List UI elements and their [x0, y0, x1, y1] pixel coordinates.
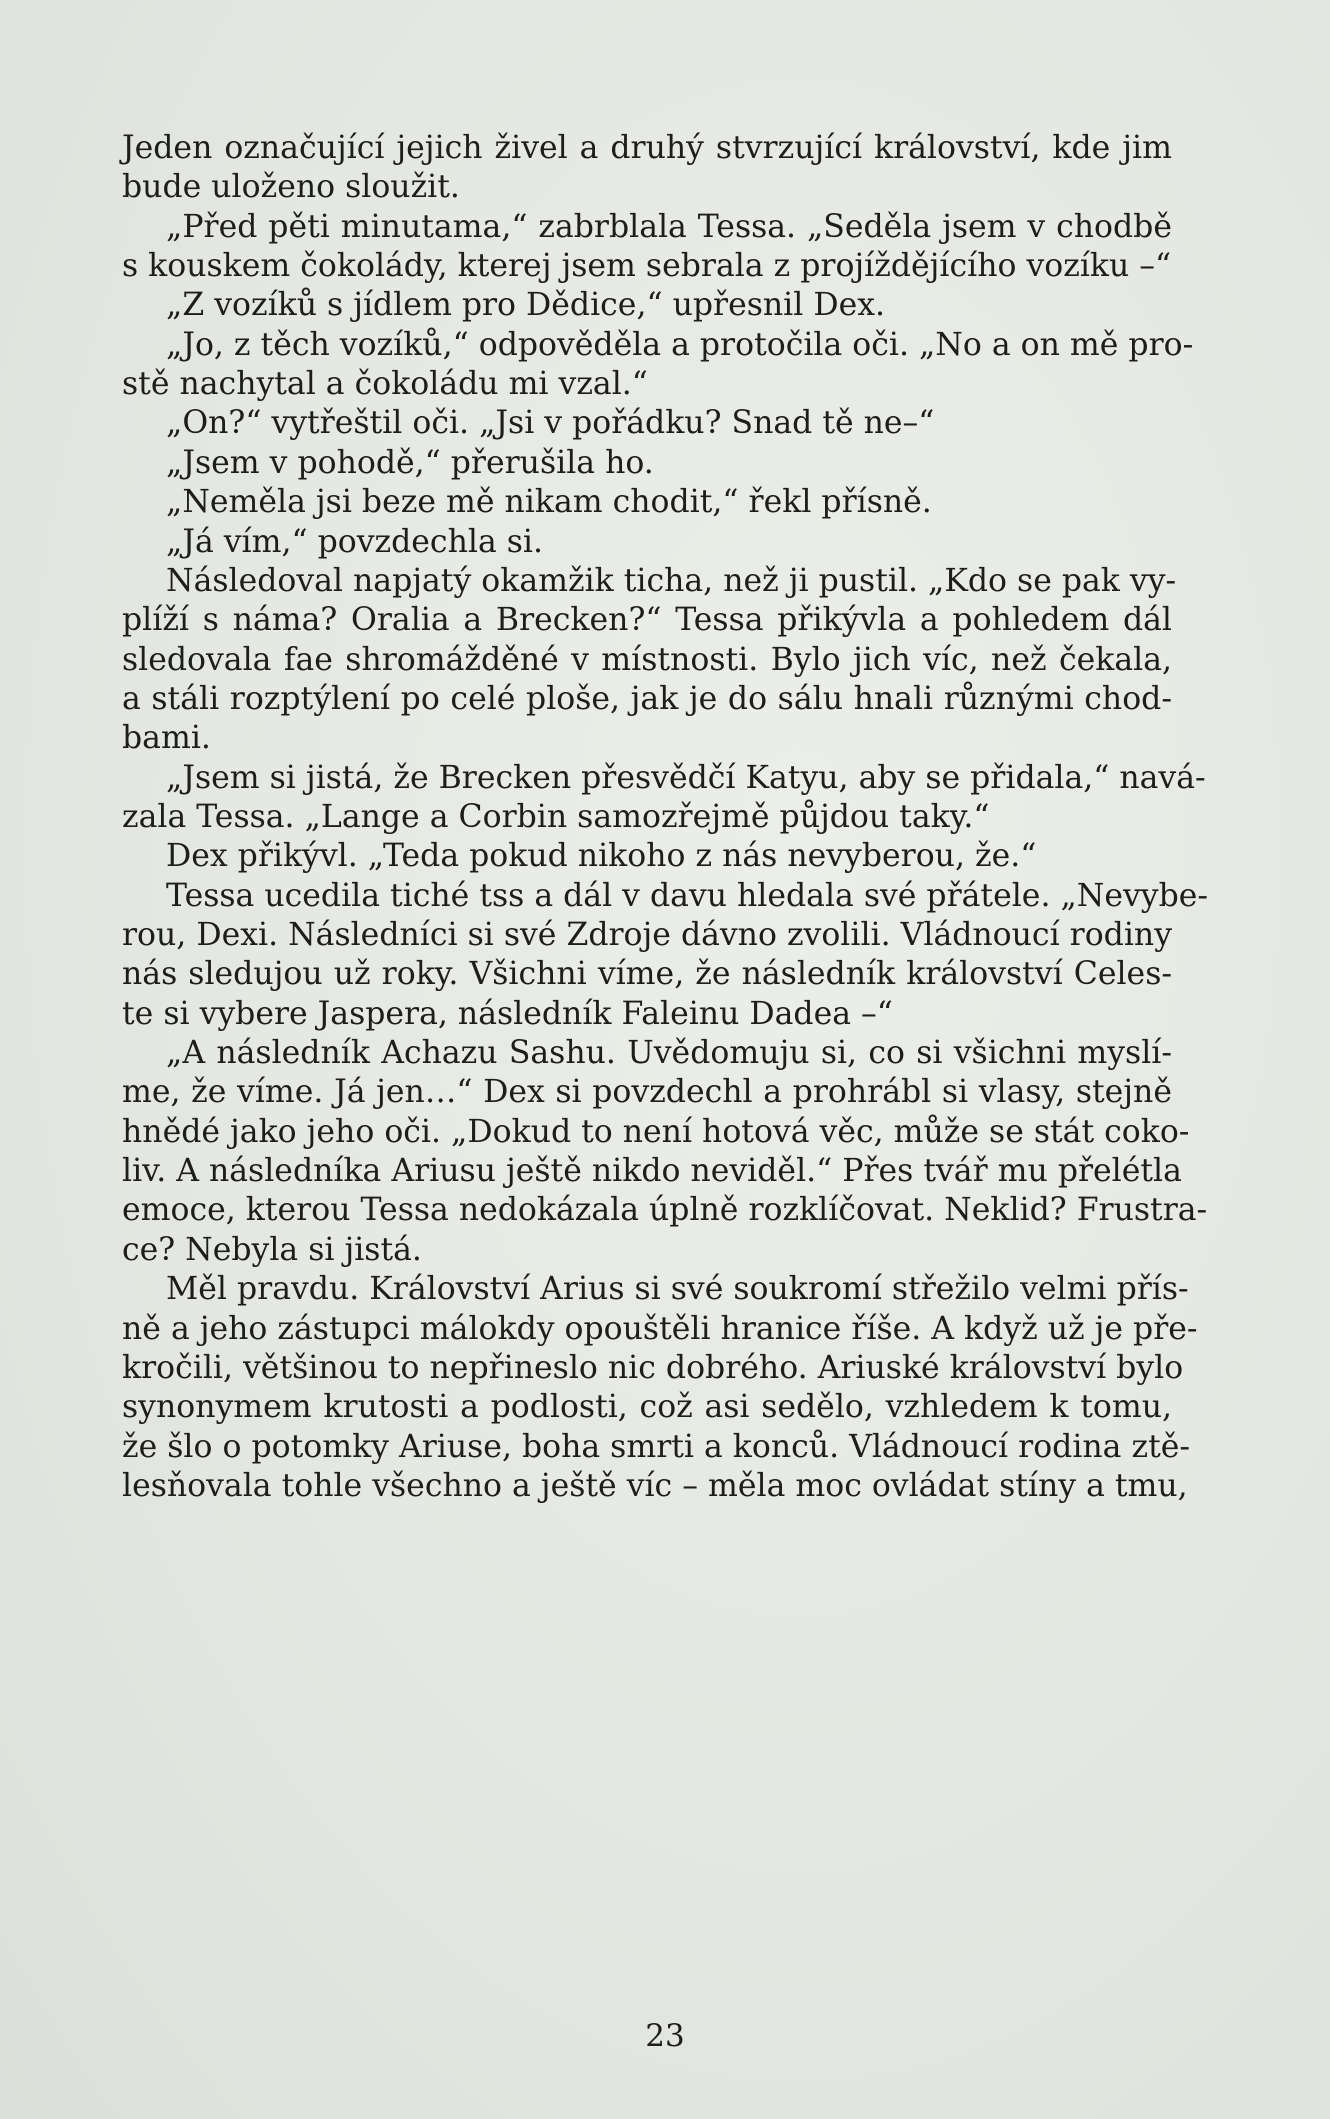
text-line: že šlo o potomky Ariuse, boha smrti a konců. Vládnoucí rodina ztě-	[122, 1428, 1191, 1465]
text-line: stě nachytal a čokoládu mi vzal.“	[122, 366, 648, 403]
text-line: „Neměla jsi beze mě nikam chodit,“ řekl přísně.	[166, 484, 932, 521]
text-line: „Před pěti minutama,“ zabrblala Tessa. „Seděla jsem v chodbě	[166, 208, 1172, 245]
text-line: emoce, kterou Tessa nedokázala úplně rozklíčovat. Neklid? Frustra-	[122, 1192, 1208, 1229]
text-line: lesňovala tohle všechno a ještě víc – měla moc ovládat stíny a tmu,	[122, 1467, 1188, 1504]
text-line: „Jo, z těch vozíků,“ odpověděla a protočila oči. „No a on mě pro-	[166, 326, 1194, 363]
text-line: „On?“ vytřeštil oči. „Jsi v pořádku? Snad tě ne–“	[166, 405, 935, 442]
text-line: ce? Nebyla si jistá.	[122, 1231, 422, 1268]
text-line: Následoval napjatý okamžik ticha, než ji pustil. „Kdo se pak vy-	[166, 562, 1177, 599]
text-line: „Jsem si jistá, že Brecken přesvědčí Katyu, aby se přidala,“ navá-	[166, 759, 1206, 796]
text-line: me, že víme. Já jen…“ Dex si povzdechl a prohrábl si vlasy, stejně	[122, 1074, 1172, 1111]
text-line: plíží s náma? Oralia a Brecken?“ Tessa přikývla a pohledem dál	[122, 602, 1172, 639]
text-line: zala Tessa. „Lange a Corbin samozřejmě půjdou taky.“	[122, 798, 990, 835]
text-line: sledovala fae shromážděné v místnosti. Bylo jich víc, než čekala,	[122, 641, 1172, 678]
text-line: Tessa ucedila tiché tss a dál v davu hledala své přátele. „Nevybe-	[166, 877, 1209, 914]
text-line: liv. A následníka Ariusu ještě nikdo neviděl.“ Přes tvář mu přelétla	[122, 1153, 1182, 1190]
text-line: hnědé jako jeho oči. „Dokud to není hotová věc, může se stát coko-	[122, 1113, 1190, 1150]
text-line: rou, Dexi. Následníci si své Zdroje dávno zvolili. Vládnoucí rodiny	[122, 917, 1173, 953]
text-line: „Z vozíků s jídlem pro Dědice,“ upřesnil Dex.	[166, 287, 886, 324]
text-line: „Jsem v pohodě,“ přerušila ho.	[166, 444, 654, 481]
text-line: Měl pravdu. Království Arius si své soukromí střežilo velmi přís-	[166, 1271, 1189, 1308]
text-line: ně a jeho zástupci málokdy opouštěli hranice říše. A když už je pře-	[122, 1310, 1198, 1347]
text-line: synonymem krutosti a podlosti, což asi sedělo, vzhledem k tomu,	[122, 1389, 1172, 1426]
text-line: nás sledujou už roky. Všichni víme, že následník království Celes-	[122, 956, 1172, 993]
page-number: 23	[645, 2018, 685, 2054]
text-line: a stáli rozptýlení po celé ploše, jak je do sálu hnali různými chod-	[122, 680, 1172, 717]
text-line: kročili, většinou to nepřineslo nic dobrého. Ariuské království bylo	[122, 1349, 1184, 1386]
text-line: s kouskem čokolády, kterej jsem sebrala z projíždějícího vozíku –“	[122, 248, 1172, 285]
text-line: „A následník Achazu Sashu. Uvědomuju si, co si všichni myslí-	[166, 1035, 1172, 1072]
text-line: „Já vím,“ povzdechla si.	[166, 523, 543, 560]
text-line: Jeden označující jejich živel a druhý stvrzující království, kde jim	[122, 130, 1172, 166]
text-line: bude uloženo sloužit.	[122, 169, 460, 206]
text-line: te si vybere Jaspera, následník Faleinu Dadea –“	[122, 995, 893, 1032]
text-line: Dex přikývl. „Teda pokud nikoho z nás nevyberou, že.“	[166, 838, 1037, 875]
text-line: bami.	[122, 720, 211, 757]
